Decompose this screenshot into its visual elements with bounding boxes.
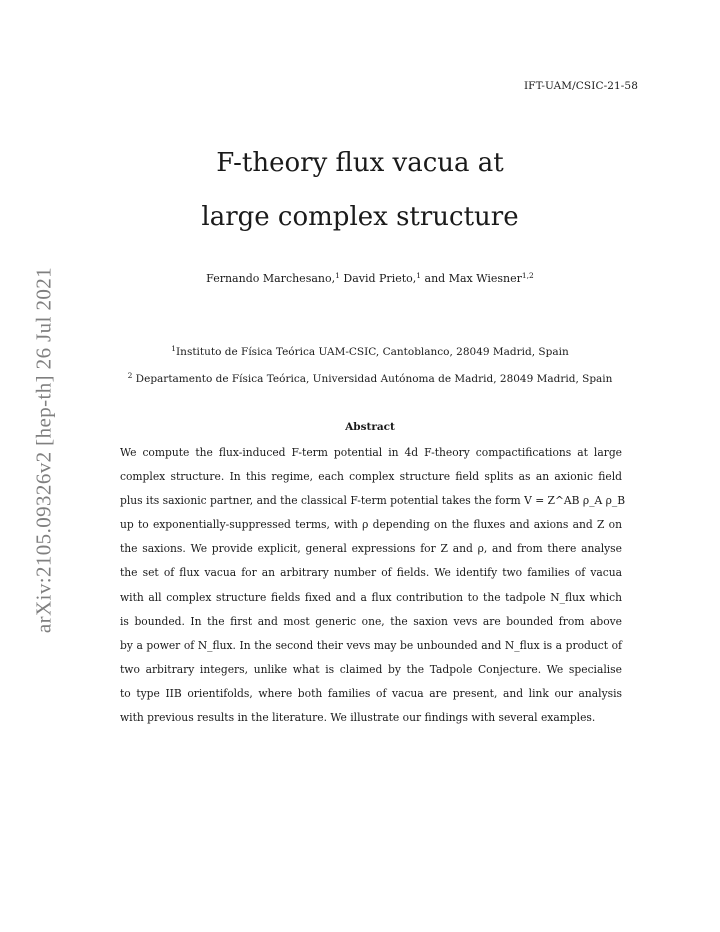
abstract-line: to type IIB orientifolds, where both families of vacua are present, and link our analysis — [120, 686, 622, 700]
abstract-body — [120, 444, 626, 733]
author-name: and Max Wiesner — [421, 272, 522, 285]
abstract-line: the saxions. We provide explicit, general expressions for Z and ρ, and from there analyse — [120, 542, 622, 556]
abstract-line: by a power of N_flux. In the second their vevs may be unbounded and N_flux is a product of — [120, 638, 622, 652]
affiliation-mark: 1 — [171, 344, 177, 353]
abstract-line: We compute the flux-induced F-term potential in 4d F-theory compactifications at large — [120, 446, 622, 459]
abstract-line: two arbitrary integers, unlike what is claimed by the Tadpole Conjecture. We specialise — [120, 662, 622, 676]
author-affiliation-mark: 1 — [335, 271, 340, 280]
abstract-line: with previous results in the literature. We illustrate our findings with several examples. — [120, 711, 596, 725]
author-name: Fernando Marchesano, — [206, 272, 336, 285]
abstract-line: the set of flux vacua for an arbitrary number of fields. We identify two families of vacua — [120, 566, 622, 580]
arxiv-identifier-stamp: arXiv:2105.09326v2 [hep-th] 26 Jul 2021 — [31, 266, 56, 634]
abstract-line: up to exponentially-suppressed terms, with ρ depending on the fluxes and axions and Z on — [120, 518, 622, 532]
abstract-line: with all complex structure fields fixed and a flux contribution to the tadpole N_flux which — [120, 590, 622, 604]
affiliation-1 — [0, 346, 720, 358]
title-line-2: large complex structure — [201, 202, 519, 232]
abstract-line: plus its saxionic partner, and the classical F-term potential takes the form V = Z^AB ρ_A ρ_B — [120, 494, 626, 508]
author-name: David Prieto, — [339, 272, 417, 285]
abstract-line: is bounded. In the first and most generic one, the saxion vevs are bounded from above — [120, 614, 622, 628]
title-line-1: F-theory flux vacua at — [216, 148, 504, 178]
author-affiliation-mark: 1,2 — [521, 271, 534, 280]
report-number: IFT-UAM/CSIC-21-58 — [523, 80, 638, 92]
affiliation-2 — [0, 373, 720, 385]
affiliation-text: Departamento de Física Teórica, Universidad Autónoma de Madrid, 28049 Madrid, Spain — [132, 373, 613, 385]
affiliation-text: Instituto de Física Teórica UAM-CSIC, Cantoblanco, 28049 Madrid, Spain — [176, 346, 569, 358]
abstract-line: complex structure. In this regime, each complex structure field splits as an axionic field — [120, 470, 622, 484]
author-affiliation-mark: 1 — [416, 271, 422, 280]
abstract-heading: Abstract — [345, 421, 395, 433]
affiliation-mark: 2 — [127, 371, 133, 380]
author-list — [0, 272, 720, 285]
